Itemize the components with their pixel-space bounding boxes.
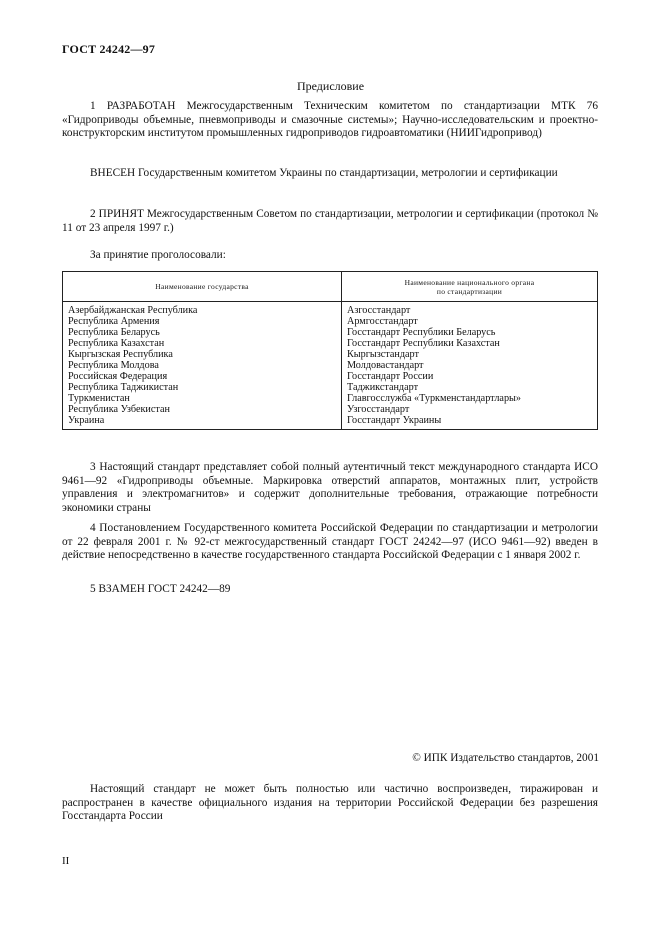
section-title: Предисловие	[296, 79, 365, 93]
paragraph-developed: 1 РАЗРАБОТАН Межгосударственным Техническим комитетом по стандартизации МТК 76 «Гидроприводы объемные, пневмоприводы и смазочные системы»; Научно-исследовательским и проектно-конструкторским институтом промышленных гидроприводов гидроавтоматики (НИИГидропривод)	[62, 100, 598, 140]
paragraph-standard-text: 3 Настоящий стандарт представляет собой полный аутентичный текст международного стандарта ИСО 9461—92 «Гидроприводы объемные. Маркировка отверстий аппаратов, монтажных плит, устройств управления и электромагнитов» и содержит дополнительные требования, отражающие потребности экономики страны	[62, 461, 598, 514]
paragraph-reproduction-notice: Настоящий стандарт не может быть полностью или частично воспроизведен, тиражирован и распространен в качестве официального издания на территории Российской Федерации без разрешения Госстандарта России	[62, 783, 598, 823]
paragraph-replaces: 5 ВЗАМЕН ГОСТ 24242—89	[90, 583, 231, 595]
copyright-notice: © ИПК Издательство стандартов, 2001	[412, 752, 599, 764]
paragraph-introduced: ВНЕСЕН Государственным комитетом Украины по стандартизации, метрологии и сертификации	[90, 167, 558, 179]
table-header-body: Наименование национального органа по стандартизации	[342, 272, 598, 302]
table-header-state: Наименование государства	[63, 272, 342, 302]
page-number: II	[62, 855, 70, 867]
paragraph-resolution: 4 Постановлением Государственного комитета Российской Федерации по стандартизации и метрологии от 22 февраля 2001 г. № 92-ст межгосударственный стандарт ГОСТ 24242—97 (ИСО 9461—92) введен в действие непосредственно в качестве государственного стандарта Российской Федерации с 1 января 2002 г.	[62, 522, 598, 562]
paragraph-adopted: 2 ПРИНЯТ Межгосударственным Советом по стандартизации, метрологии и сертификации (протокол № 11 от 23 апреля 1997 г.)	[62, 208, 598, 234]
voting-table	[62, 271, 598, 430]
states-cell: Азербайджанская Республика Республика Армения Республика Беларусь Республика Казахстан Кыргызская Республика Республика Молдова Российская Федерация Республика Таджикистан Туркменистан Республика Узбекистан Украина	[63, 302, 342, 430]
paragraph-voted: За принятие проголосовали:	[90, 249, 226, 261]
table-row	[63, 302, 598, 430]
bodies-cell: Азгосстандарт Армгосстандарт Госстандарт Республики Беларусь Госстандарт Республики Казахстан Кыргызстандарт Молдовастандарт Госстандарт России Таджикстандарт Главгосслужба «Туркменстандартлары» Узгосстандарт Госстандарт Украины	[342, 302, 598, 430]
document-code-header: ГОСТ 24242—97	[62, 42, 156, 56]
